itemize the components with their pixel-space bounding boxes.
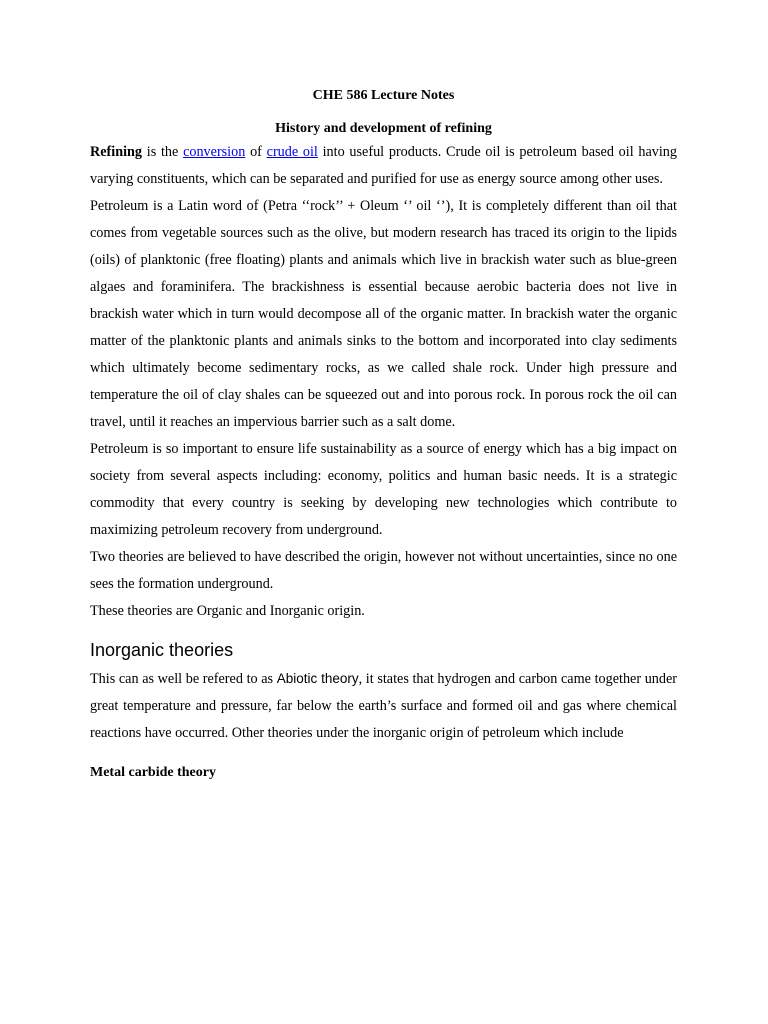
intro-text-3: into useful products. Crude oil is petroleum based oil having varying constituents, which can be separated and purified for use as energy source among other uses. xyxy=(90,144,677,187)
intro-text-1: is the xyxy=(142,144,184,160)
intro-paragraph xyxy=(90,139,677,193)
inorganic-text-1: This can as well be refered to as xyxy=(90,671,277,687)
conversion-link[interactable]: conversion xyxy=(183,144,246,160)
inorganic-text-2: , it states that hydrogen and carbon came together under great temperature and pressure, far below the earth’s surface and formed oil and gas where chemical reactions have occurred. Other theories under the inorganic origin of petroleum which include xyxy=(90,671,678,741)
course-title: CHE 586 Lecture Notes xyxy=(312,88,455,103)
petroleum-origin-paragraph: Petroleum is a Latin word of (Petra ‘‘rock’’ + Oleum ‘’ oil ‘’), It is completely different than oil that comes from vegetable sources such as the olive, but modern research has traced its origin to the lipids (oils) of planktonic (free floating) plants and animals which live in brackish water such as blue-green algaes and foraminifera. The brackishness is essential because aerobic bacteria does not live in brackish water which in turn would decompose all of the organic matter. In brackish water the organic matter of the planktonic plants and animals sinks to the bottom and incorporated into clay sediments which ultimately become sedimentary rocks, as we called shale rock. Under high pressure and temperature the oil of clay shales can be squeezed out and into porous rock. In porous rock the oil can travel, until it reaches an impervious barrier such as a salt dome. xyxy=(90,198,677,430)
petroleum-importance-paragraph: Petroleum is so important to ensure life sustainability as a source of energy which has a big impact on society from several aspects including: economy, politics and human basic needs. It is a strategic commodity that every country is seeking by developing new technologies which contribute to maximizing petroleum recovery from underground. xyxy=(90,441,677,538)
intro-text-2: of xyxy=(245,144,267,160)
refining-term: Refining xyxy=(90,144,143,160)
inorganic-paragraph xyxy=(90,665,677,747)
theory-types-paragraph: These theories are Organic and Inorganic origin. xyxy=(90,603,365,619)
section-title: History and development of refining xyxy=(275,121,492,136)
abiotic-term: Abiotic theory xyxy=(276,671,359,686)
document-page xyxy=(90,86,677,786)
metal-carbide-heading: Metal carbide theory xyxy=(90,765,216,780)
crude-oil-link[interactable]: crude oil xyxy=(266,144,318,160)
inorganic-theories-heading: Inorganic theories xyxy=(90,640,234,660)
two-theories-paragraph: Two theories are believed to have described the origin, however not without uncertainties, since no one sees the formation underground. xyxy=(90,549,677,592)
